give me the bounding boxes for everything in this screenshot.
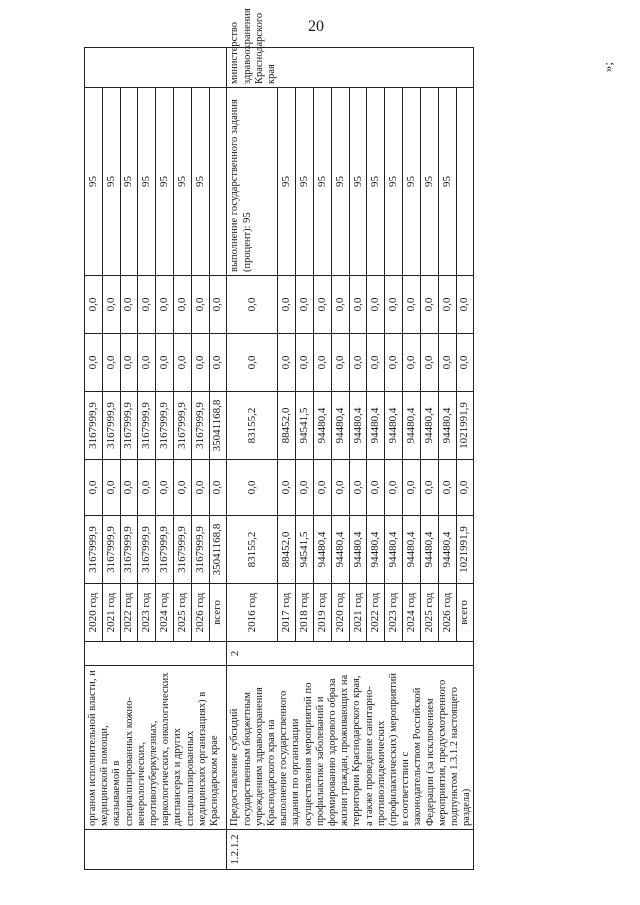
regional-budget-cell: 94480,4: [438, 392, 456, 460]
executor-cell: министерство здравоохранения Краснодарского края: [227, 48, 474, 88]
total-cell: 3167999,9: [85, 516, 103, 584]
year-cell: всего: [456, 584, 474, 642]
result-cell: 95: [296, 88, 314, 276]
regional-budget-cell: 83155,2: [227, 392, 278, 460]
local-budget-cell: 0,0: [138, 334, 156, 392]
source-code-cell: [85, 642, 227, 666]
local-budget-cell: 0,0: [331, 334, 349, 392]
federal-budget-cell: 0,0: [349, 460, 367, 516]
year-cell: 2025 год: [420, 584, 438, 642]
federal-budget-cell: 0,0: [120, 460, 138, 516]
extrabudget-cell: 0,0: [296, 276, 314, 334]
table-row: [227, 48, 278, 870]
total-cell: 3167999,9: [191, 516, 209, 584]
regional-budget-cell: 94480,4: [385, 392, 403, 460]
result-cell: 95: [314, 88, 332, 276]
federal-budget-cell: 0,0: [367, 460, 385, 516]
item-description-cell: Предоставление субсидий государственным бюджетным учреждениям здравоохранения Краснодарского края на выполнение государственного задания по организации осуществления мероприятий по профилактике заболеваний и формированию здорового образа жизни граждан, проживающих на территории Краснодарского края, а также проведение санитарно-противоэпидемических (профилактических) мероприятий в соответствии с законодательством Российской Федерации (за исключением мероприятия, предусмотренного подпунктом 1.3.1.2 настоящего раздела): [227, 666, 474, 830]
year-cell: всего: [209, 584, 227, 642]
year-cell: 2025 год: [173, 584, 191, 642]
result-cell: 95: [278, 88, 296, 276]
extrabudget-cell: 0,0: [456, 276, 474, 334]
total-cell: 94480,4: [349, 516, 367, 584]
federal-budget-cell: 0,0: [227, 460, 278, 516]
total-cell: 88452,0: [278, 516, 296, 584]
local-budget-cell: 0,0: [173, 334, 191, 392]
regional-budget-cell: 3167999,9: [191, 392, 209, 460]
federal-budget-cell: 0,0: [156, 460, 174, 516]
total-cell: 3167999,9: [138, 516, 156, 584]
year-cell: 2022 год: [367, 584, 385, 642]
federal-budget-cell: 0,0: [209, 460, 227, 516]
federal-budget-cell: 0,0: [191, 460, 209, 516]
local-budget-cell: 0,0: [278, 334, 296, 392]
regional-budget-cell: 94541,5: [296, 392, 314, 460]
page-number: 20: [308, 18, 324, 35]
result-cell: 95: [102, 88, 120, 276]
extrabudget-cell: 0,0: [227, 276, 278, 334]
local-budget-cell: 0,0: [227, 334, 278, 392]
source-code-cell: 2: [227, 642, 474, 666]
block1-body: [85, 48, 227, 870]
result-cell: 95: [156, 88, 174, 276]
result-cell: 95: [138, 88, 156, 276]
year-cell: 2023 год: [385, 584, 403, 642]
rotated-table-area: [84, 8, 574, 870]
extrabudget-cell: 0,0: [173, 276, 191, 334]
extrabudget-cell: 0,0: [420, 276, 438, 334]
federal-budget-cell: 0,0: [403, 460, 421, 516]
local-budget-cell: 0,0: [191, 334, 209, 392]
total-cell: 94480,4: [331, 516, 349, 584]
year-cell: 2018 год: [296, 584, 314, 642]
regional-budget-cell: 3167999,9: [156, 392, 174, 460]
result-cell: 95: [367, 88, 385, 276]
local-budget-cell: 0,0: [456, 334, 474, 392]
extrabudget-cell: 0,0: [191, 276, 209, 334]
total-cell: 35041168,8: [209, 516, 227, 584]
year-cell: 2016 год: [227, 584, 278, 642]
federal-budget-cell: 0,0: [173, 460, 191, 516]
federal-budget-cell: 0,0: [385, 460, 403, 516]
local-budget-cell: 0,0: [156, 334, 174, 392]
regional-budget-cell: 35041168,8: [209, 392, 227, 460]
regional-budget-cell: 94480,4: [403, 392, 421, 460]
extrabudget-cell: 0,0: [367, 276, 385, 334]
local-budget-cell: 0,0: [385, 334, 403, 392]
total-cell: 1021991,9: [456, 516, 474, 584]
item-number-cell: [85, 830, 227, 870]
year-cell: 2024 год: [403, 584, 421, 642]
result-cell: [456, 88, 474, 276]
year-cell: 2021 год: [349, 584, 367, 642]
result-cell: [209, 88, 227, 276]
result-cell: 95: [85, 88, 103, 276]
federal-budget-cell: 0,0: [331, 460, 349, 516]
extrabudget-cell: 0,0: [349, 276, 367, 334]
extrabudget-cell: 0,0: [120, 276, 138, 334]
year-cell: 2020 год: [331, 584, 349, 642]
extrabudget-cell: 0,0: [138, 276, 156, 334]
total-cell: 94480,4: [403, 516, 421, 584]
federal-budget-cell: 0,0: [420, 460, 438, 516]
regional-budget-cell: 3167999,9: [85, 392, 103, 460]
result-cell: 95: [420, 88, 438, 276]
regional-budget-cell: 1021991,9: [456, 392, 474, 460]
local-budget-cell: 0,0: [367, 334, 385, 392]
federal-budget-cell: 0,0: [85, 460, 103, 516]
result-cell: 95: [403, 88, 421, 276]
regional-budget-cell: 88452,0: [278, 392, 296, 460]
local-budget-cell: 0,0: [85, 334, 103, 392]
total-cell: 94480,4: [367, 516, 385, 584]
regional-budget-cell: 3167999,9: [173, 392, 191, 460]
year-cell: 2020 год: [85, 584, 103, 642]
regional-budget-cell: 94480,4: [331, 392, 349, 460]
table-row: [85, 48, 103, 870]
regional-budget-cell: 94480,4: [367, 392, 385, 460]
local-budget-cell: 0,0: [403, 334, 421, 392]
block2-body: [227, 8, 474, 870]
federal-budget-cell: 0,0: [438, 460, 456, 516]
regional-budget-cell: 3167999,9: [102, 392, 120, 460]
result-cell: 95: [349, 88, 367, 276]
year-cell: 2023 год: [138, 584, 156, 642]
result-cell: 95: [120, 88, 138, 276]
local-budget-cell: 0,0: [296, 334, 314, 392]
result-cell: 95: [173, 88, 191, 276]
total-cell: 3167999,9: [102, 516, 120, 584]
regional-budget-cell: 3167999,9: [120, 392, 138, 460]
year-cell: 2026 год: [438, 584, 456, 642]
federal-budget-cell: 0,0: [138, 460, 156, 516]
extrabudget-cell: 0,0: [278, 276, 296, 334]
total-cell: 94480,4: [438, 516, 456, 584]
year-cell: 2017 год: [278, 584, 296, 642]
year-cell: 2024 год: [156, 584, 174, 642]
extrabudget-cell: 0,0: [85, 276, 103, 334]
regional-budget-cell: 3167999,9: [138, 392, 156, 460]
result-cell: 95: [191, 88, 209, 276]
year-cell: 2021 год: [102, 584, 120, 642]
result-header-cell: выполнение государственного задания (процент): 95: [227, 88, 278, 276]
total-cell: 83155,2: [227, 516, 278, 584]
item-number-cell: 1.2.1.2: [227, 830, 474, 870]
local-budget-cell: 0,0: [314, 334, 332, 392]
regional-budget-cell: 94480,4: [314, 392, 332, 460]
trailing-mark: »;: [600, 62, 615, 73]
year-cell: 2026 год: [191, 584, 209, 642]
federal-budget-cell: 0,0: [278, 460, 296, 516]
extrabudget-cell: 0,0: [102, 276, 120, 334]
total-cell: 3167999,9: [173, 516, 191, 584]
result-cell: 95: [331, 88, 349, 276]
regional-budget-cell: 94480,4: [420, 392, 438, 460]
federal-budget-cell: 0,0: [314, 460, 332, 516]
executor-cell: [85, 48, 227, 88]
local-budget-cell: 0,0: [102, 334, 120, 392]
local-budget-cell: 0,0: [120, 334, 138, 392]
federal-budget-cell: 0,0: [102, 460, 120, 516]
total-cell: 94480,4: [314, 516, 332, 584]
program-table: [84, 8, 474, 870]
year-cell: 2019 год: [314, 584, 332, 642]
year-cell: 2022 год: [120, 584, 138, 642]
extrabudget-cell: 0,0: [438, 276, 456, 334]
total-cell: 94541,5: [296, 516, 314, 584]
total-cell: 3167999,9: [120, 516, 138, 584]
result-cell: 95: [438, 88, 456, 276]
local-budget-cell: 0,0: [420, 334, 438, 392]
extrabudget-cell: 0,0: [385, 276, 403, 334]
local-budget-cell: 0,0: [209, 334, 227, 392]
local-budget-cell: 0,0: [438, 334, 456, 392]
total-cell: 3167999,9: [156, 516, 174, 584]
extrabudget-cell: 0,0: [314, 276, 332, 334]
extrabudget-cell: 0,0: [156, 276, 174, 334]
federal-budget-cell: 0,0: [456, 460, 474, 516]
item-description-cell: органом исполнительной власти, и медицинской помощи, оказываемой в специализированных кожно-венерологических, противотуберкулезных, наркологических, онкологических диспансерах и других специализированных медицинских организациях) в Краснодарском крае: [85, 666, 227, 830]
total-cell: 94480,4: [420, 516, 438, 584]
regional-budget-cell: 94480,4: [349, 392, 367, 460]
extrabudget-cell: 0,0: [331, 276, 349, 334]
extrabudget-cell: 0,0: [209, 276, 227, 334]
extrabudget-cell: 0,0: [403, 276, 421, 334]
total-cell: 94480,4: [385, 516, 403, 584]
local-budget-cell: 0,0: [349, 334, 367, 392]
rotated-table-wrapper: [84, 8, 574, 870]
federal-budget-cell: 0,0: [296, 460, 314, 516]
result-cell: 95: [385, 88, 403, 276]
